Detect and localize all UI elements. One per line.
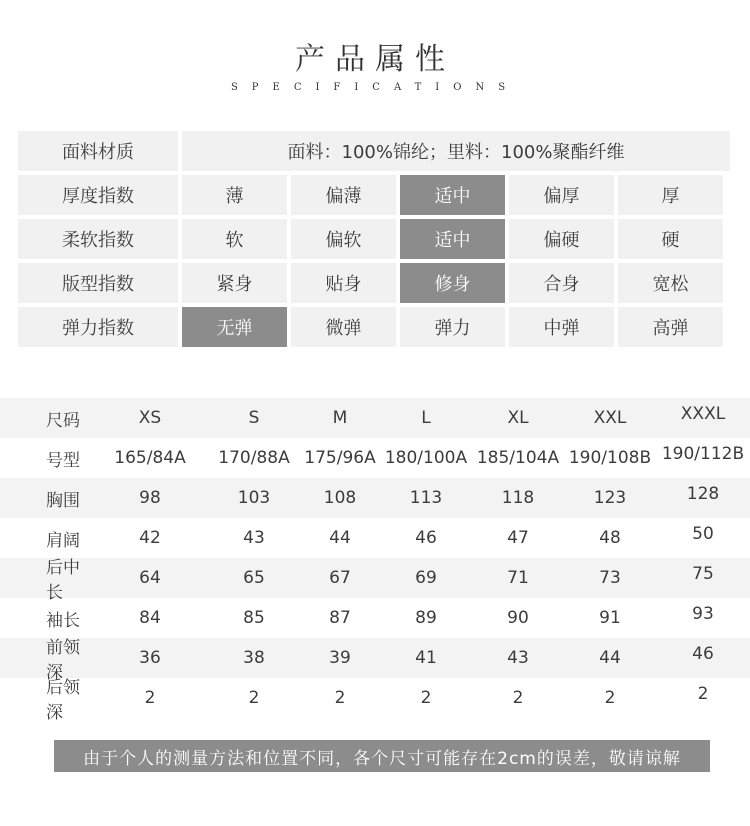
row-label: 后中长: [46, 558, 80, 603]
table-cell: 108: [323, 488, 357, 508]
table-cell: 190/112B: [661, 444, 745, 464]
table-cell: 69: [415, 568, 437, 588]
table-cell: 98: [139, 488, 161, 508]
row-label: 号型: [46, 450, 80, 471]
table-cell: 39: [329, 648, 351, 668]
row-label: 袖长: [46, 610, 80, 631]
spec-label: 柔软指数: [18, 219, 178, 259]
size-header-cell: S: [248, 408, 260, 428]
table-cell: 43: [243, 528, 265, 548]
table-cell: 190/108B: [568, 448, 652, 468]
table-cell: 180/100A: [384, 448, 468, 468]
size-header-label: 尺码: [46, 410, 80, 431]
table-cell: 65: [243, 568, 265, 588]
table-cell: 46: [415, 528, 437, 548]
table-cell: 170/88A: [218, 448, 290, 468]
table-cell: 38: [243, 648, 265, 668]
size-table: [0, 398, 750, 723]
spec-option-selected: 无弹: [182, 307, 287, 347]
table-cell: 91: [599, 608, 621, 628]
table-cell: 48: [599, 528, 621, 548]
table-cell: 44: [599, 648, 621, 668]
table-cell: 47: [507, 528, 529, 548]
table-row: [0, 438, 750, 478]
spec-option: 硬: [618, 219, 723, 259]
table-cell: 85: [243, 608, 265, 628]
table-cell: 118: [501, 488, 535, 508]
spec-label: 面料材质: [18, 131, 178, 171]
spec-row: [18, 263, 730, 303]
table-cell: 185/104A: [476, 448, 560, 468]
measurement-note: 由于个人的测量方法和位置不同，各个尺寸可能存在2cm的误差，敬请谅解: [54, 740, 710, 772]
row-label: 前领深: [46, 638, 80, 683]
table-cell: 113: [409, 488, 443, 508]
table-cell: 90: [507, 608, 529, 628]
table-cell: 46: [692, 644, 714, 664]
spec-option: 弹力: [400, 307, 505, 347]
table-cell: 84: [139, 608, 161, 628]
row-label: 肩阔: [46, 530, 80, 551]
spec-option: 偏厚: [509, 175, 614, 215]
table-cell: 75: [692, 564, 714, 584]
spec-option: 厚: [618, 175, 723, 215]
spec-option: 偏软: [291, 219, 396, 259]
row-label: 后领深: [46, 678, 80, 723]
size-header-cell: XS: [138, 408, 162, 428]
table-cell: 128: [686, 484, 720, 504]
row-label: 胸围: [46, 490, 80, 511]
spec-option: 贴身: [291, 263, 396, 303]
table-cell: 87: [329, 608, 351, 628]
table-row: [0, 598, 750, 638]
spec-option-selected: 修身: [400, 263, 505, 303]
spec-row: [18, 219, 730, 259]
spec-row-fabric: [18, 131, 730, 171]
spec-label: 版型指数: [18, 263, 178, 303]
size-header-cell: L: [421, 408, 431, 428]
table-cell: 123: [593, 488, 627, 508]
table-cell: 103: [237, 488, 271, 508]
spec-option: 合身: [509, 263, 614, 303]
table-cell: 44: [329, 528, 351, 548]
size-header-cell: XL: [507, 408, 529, 428]
spec-option: 偏硬: [509, 219, 614, 259]
spec-label: 弹力指数: [18, 307, 178, 347]
table-cell: 2: [697, 684, 709, 704]
spec-option: 微弹: [291, 307, 396, 347]
spec-option: 高弹: [618, 307, 723, 347]
spec-option: 偏薄: [291, 175, 396, 215]
spec-option: 紧身: [182, 263, 287, 303]
table-cell: 2: [334, 688, 346, 708]
spec-index-rows: [18, 175, 730, 347]
size-header-cell: M: [332, 408, 348, 428]
page-title: 产品属性: [295, 42, 455, 77]
spec-row: [18, 175, 730, 215]
spec-option: 软: [182, 219, 287, 259]
table-cell: 50: [692, 524, 714, 544]
spec-label: 厚度指数: [18, 175, 178, 215]
spec-option-selected: 适中: [400, 175, 505, 215]
table-cell: 73: [599, 568, 621, 588]
size-table-header: [0, 398, 750, 438]
table-row: [0, 478, 750, 518]
spec-option-selected: 适中: [400, 219, 505, 259]
table-cell: 175/96A: [304, 448, 376, 468]
table-cell: 42: [139, 528, 161, 548]
table-row: [0, 678, 750, 723]
table-cell: 2: [144, 688, 156, 708]
table-cell: 2: [248, 688, 260, 708]
table-cell: 41: [415, 648, 437, 668]
table-cell: 2: [512, 688, 524, 708]
spec-row: [18, 307, 730, 347]
spec-option: 中弹: [509, 307, 614, 347]
table-cell: 165/84A: [114, 448, 186, 468]
size-header-cell: XXL: [593, 408, 627, 428]
table-cell: 43: [507, 648, 529, 668]
table-cell: 67: [329, 568, 351, 588]
page-subtitle: SPECIFICATIONS: [230, 82, 520, 93]
table-cell: 2: [604, 688, 616, 708]
table-cell: 71: [507, 568, 529, 588]
table-row: [0, 558, 750, 603]
table-cell: 93: [692, 604, 714, 624]
table-cell: 2: [420, 688, 432, 708]
spec-option: 薄: [182, 175, 287, 215]
size-header-cell: XXXL: [680, 404, 726, 424]
size-table-body: [0, 438, 750, 723]
spec-grid: [18, 131, 730, 351]
spec-option: 宽松: [618, 263, 723, 303]
table-cell: 89: [415, 608, 437, 628]
table-cell: 36: [139, 648, 161, 668]
table-row: [0, 518, 750, 558]
table-cell: 64: [139, 568, 161, 588]
fabric-value: 面料：100%锦纶；里料：100%聚酯纤维: [182, 131, 730, 171]
table-row: [0, 638, 750, 683]
